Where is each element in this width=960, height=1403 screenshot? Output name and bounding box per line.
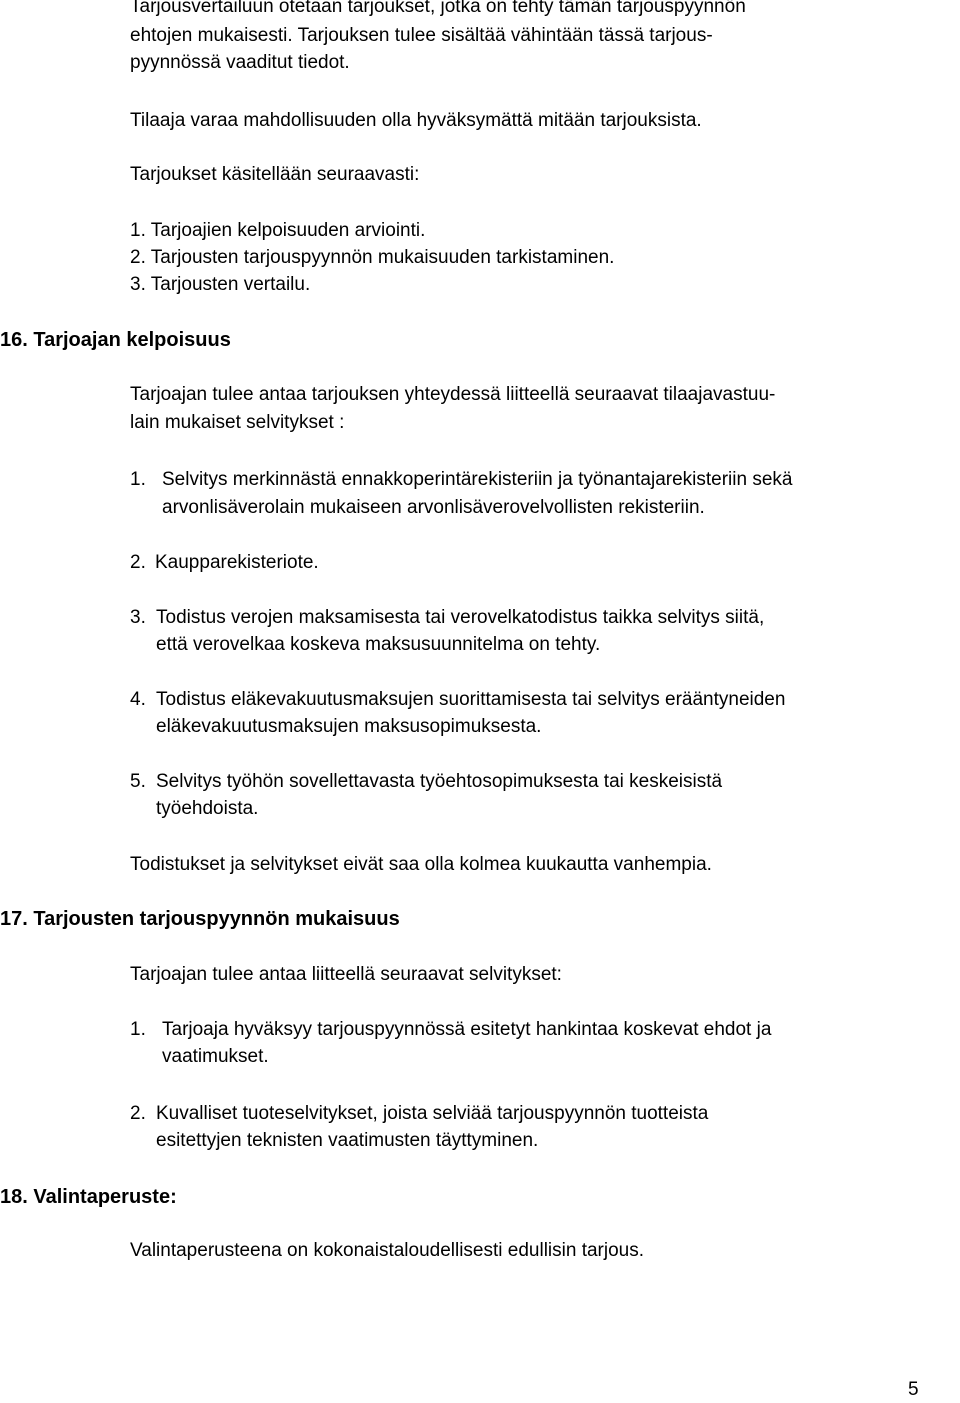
section-16-intro-line-2: lain mukaiset selvitykset :: [130, 412, 345, 433]
list-item-number: 1.: [130, 1019, 146, 1040]
processing-text: Tarjoukset käsitellään seuraavasti:: [130, 164, 420, 185]
list-item-number: 5.: [130, 771, 146, 792]
list-item-text: Tarjoaja hyväksyy tarjouspyynnössä esitetyt hankintaa koskevat ehdot ja: [162, 1019, 772, 1040]
list-item-number: 1.: [130, 469, 146, 490]
section-17-intro: Tarjoajan tulee antaa liitteellä seuraavat selvitykset:: [130, 964, 562, 985]
section-18-heading: 18. Valintaperuste:: [0, 1186, 177, 1208]
list-item-text: Todistus eläkevakuutusmaksujen suorittamisesta tai selvitys erääntyneiden: [156, 689, 786, 710]
reserve-text: Tilaaja varaa mahdollisuuden olla hyväksymättä mitään tarjouksista.: [130, 110, 702, 131]
list-item-text: vaatimukset.: [162, 1046, 269, 1067]
list-item-text: Kuvalliset tuoteselvitykset, joista selviää tarjouspyynnön tuotteista: [156, 1103, 709, 1124]
section-16-intro-line-1: Tarjoajan tulee antaa tarjouksen yhteydessä liitteellä seuraavat tilaajavastuu-: [130, 384, 776, 405]
step-item: 3. Tarjousten vertailu.: [130, 274, 311, 295]
list-item-number: 3.: [130, 607, 146, 628]
list-item-text: Selvitys merkinnästä ennakkoperintärekisteriin ja työnantajarekisteriin sekä: [162, 469, 793, 490]
intro-line-3: pyynnössä vaaditut tiedot.: [130, 52, 350, 73]
list-item-text: Selvitys työhön sovellettavasta työehtosopimuksesta tai keskeisistä: [156, 771, 723, 792]
intro-line-1: Tarjousvertailuun otetaan tarjoukset, jotka on tehty tämän tarjouspyynnön: [130, 0, 746, 17]
list-item-text: että verovelkaa koskeva maksusuunnitelma on tehty.: [156, 634, 601, 655]
list-item-number: 2.: [130, 1103, 146, 1124]
list-item-text: työehdoista.: [156, 798, 259, 819]
intro-line-2: ehtojen mukaisesti. Tarjouksen tulee sisältää vähintään tässä tarjous-: [130, 25, 713, 46]
list-item-text: Todistus verojen maksamisesta tai verovelkatodistus taikka selvitys siitä,: [156, 607, 765, 628]
step-item: 1. Tarjoajien kelpoisuuden arviointi.: [130, 220, 426, 241]
list-item-text: eläkevakuutusmaksujen maksusopimuksesta.: [156, 716, 542, 737]
list-item-number: 2.: [130, 552, 146, 573]
list-item-text: Kaupparekisteriote.: [155, 552, 319, 573]
step-item: 2. Tarjousten tarjouspyynnön mukaisuuden tarkistaminen.: [130, 247, 615, 268]
list-item-text: esitettyjen teknisten vaatimusten täyttyminen.: [156, 1130, 539, 1151]
page-number: 5: [908, 1379, 919, 1400]
section-16-note: Todistukset ja selvitykset eivät saa olla kolmea kuukautta vanhempia.: [130, 854, 712, 875]
section-17-heading: 17. Tarjousten tarjouspyynnön mukaisuus: [0, 908, 400, 930]
list-item-number: 4.: [130, 689, 146, 710]
section-16-heading: 16. Tarjoajan kelpoisuus: [0, 329, 231, 351]
section-18-text: Valintaperusteena on kokonaistaloudellisesti edullisin tarjous.: [130, 1240, 645, 1261]
list-item-text: arvonlisäverolain mukaiseen arvonlisäverovelvollisten rekisteriin.: [162, 497, 705, 518]
